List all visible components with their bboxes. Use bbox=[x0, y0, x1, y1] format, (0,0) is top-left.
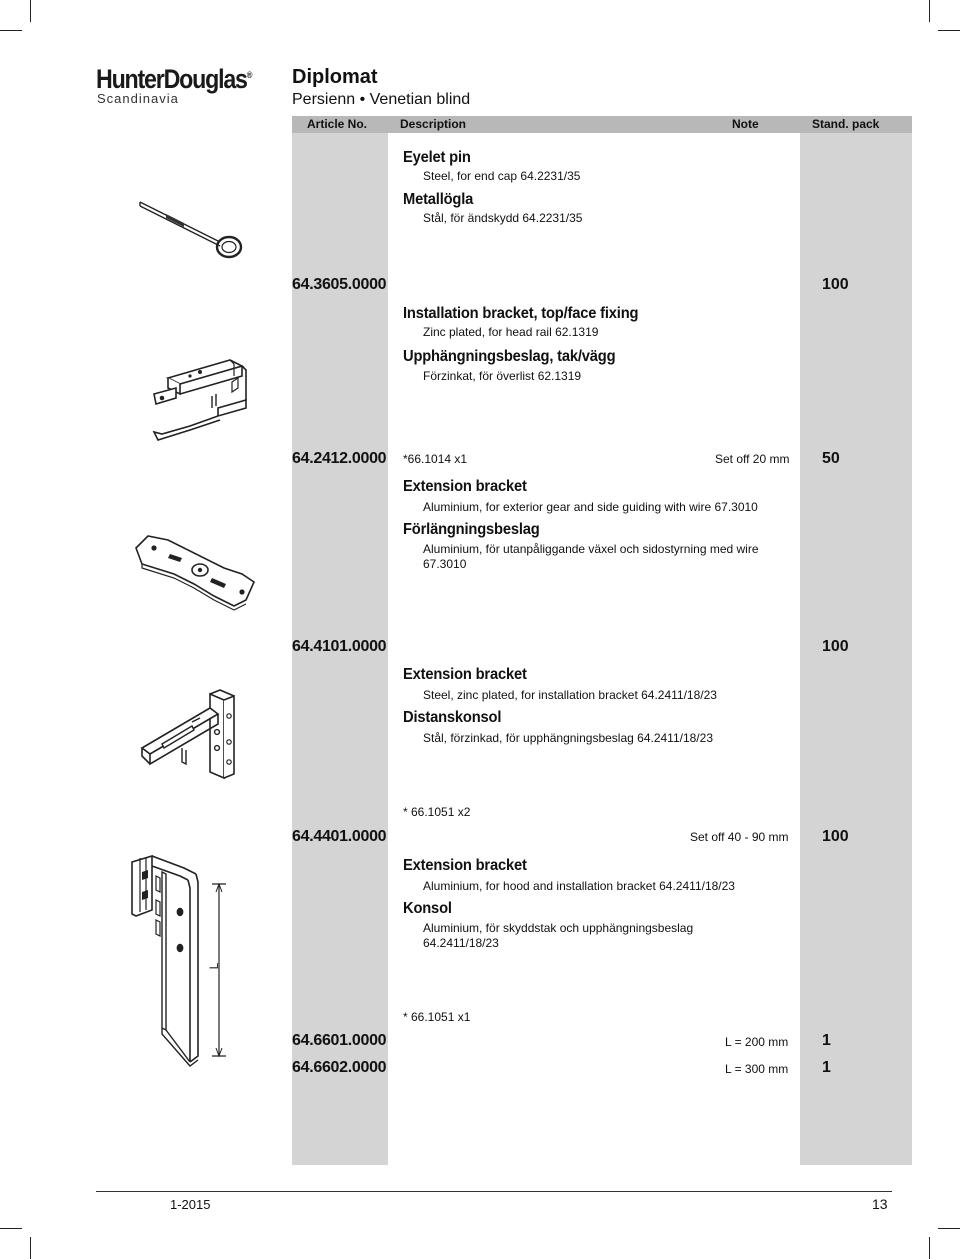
product-title-sv: Konsol bbox=[403, 900, 452, 917]
product-desc-en: Aluminium, for hood and installation bracket 64.2411/18/23 bbox=[423, 879, 735, 893]
note: Set off 40 - 90 mm bbox=[690, 830, 789, 844]
product-title-en: Extension bracket bbox=[403, 666, 527, 683]
page-title: Diplomat bbox=[292, 66, 378, 88]
brand-name: HunterDouglas bbox=[96, 64, 247, 94]
footer-rule bbox=[96, 1191, 892, 1192]
stand-pack: 1 bbox=[822, 1032, 831, 1049]
crop-mark bbox=[938, 30, 960, 31]
page-subtitle: Persienn • Venetian blind bbox=[292, 91, 471, 108]
product-desc-sv: Aluminium, för skyddstak och upphängningsbeslag 64.2411/18/23 bbox=[423, 921, 694, 950]
stand-pack: 1 bbox=[822, 1059, 831, 1076]
product-title-sv: Distanskonsol bbox=[403, 709, 502, 726]
article-number: 64.6601.0000 bbox=[292, 1032, 387, 1049]
product-desc-en: Steel, for end cap 64.2231/35 bbox=[423, 169, 581, 183]
note: L = 300 mm bbox=[725, 1062, 789, 1076]
footnote-ref: * 66.1051 x2 bbox=[403, 805, 471, 819]
column-header-article: Article No. bbox=[307, 117, 368, 131]
stand-pack: 100 bbox=[822, 276, 849, 293]
registered-mark: ® bbox=[246, 70, 253, 80]
column-header-description: Description bbox=[400, 117, 467, 131]
product-desc-sv: Förzinkat, för överlist 62.1319 bbox=[423, 369, 582, 383]
product-desc-en: Steel, zinc plated, for installation bracket 64.2411/18/23 bbox=[423, 688, 717, 702]
dimension-label: L bbox=[207, 962, 221, 970]
stand-pack: 100 bbox=[822, 828, 849, 845]
crop-mark bbox=[30, 1237, 31, 1259]
page-number: 13 bbox=[872, 1196, 888, 1212]
stand-pack: 100 bbox=[822, 638, 849, 655]
product-title-sv: Metallögla bbox=[403, 191, 474, 208]
crop-mark bbox=[0, 30, 22, 31]
product-title-sv: Förlängningsbeslag bbox=[403, 521, 540, 538]
article-number: 64.4401.0000 bbox=[292, 828, 387, 845]
column-header-note: Note bbox=[732, 117, 759, 131]
product-title-en: Installation bracket, top/face fixing bbox=[403, 305, 639, 322]
product-title-en: Extension bracket bbox=[403, 478, 527, 495]
product-desc-sv: Aluminium, för utanpåliggande växel och sidostyrning med wire 67.3010 bbox=[423, 542, 759, 571]
product-desc-en: Zinc plated, for head rail 62.1319 bbox=[423, 325, 599, 339]
angle-extension-bracket-drawing bbox=[138, 686, 248, 786]
footer-date: 1-2015 bbox=[170, 1197, 211, 1212]
crop-mark bbox=[929, 1237, 930, 1259]
crop-mark bbox=[30, 0, 31, 22]
article-number: 64.2412.0000 bbox=[292, 450, 387, 467]
installation-bracket-drawing bbox=[150, 356, 260, 446]
product-desc-en: Aluminium, for exterior gear and side guiding with wire 67.3010 bbox=[423, 500, 758, 514]
footnote-ref: *66.1014 x1 bbox=[403, 452, 468, 466]
eyelet-pin-drawing bbox=[138, 196, 248, 266]
crop-mark bbox=[929, 0, 930, 22]
article-number: 64.4101.0000 bbox=[292, 638, 387, 655]
product-desc-sv: Stål, för ändskydd 64.2231/35 bbox=[423, 211, 583, 225]
product-title-en: Eyelet pin bbox=[403, 149, 471, 166]
note: L = 200 mm bbox=[725, 1035, 789, 1049]
brand-region: Scandinavia bbox=[97, 91, 179, 106]
long-extension-bracket-drawing bbox=[122, 852, 242, 1074]
product-desc-sv: Stål, förzinkad, för upphängningsbeslag 64.2411/18/23 bbox=[423, 731, 713, 745]
article-number: 64.6602.0000 bbox=[292, 1059, 387, 1076]
pack-column-band bbox=[800, 133, 912, 1165]
column-header-pack: Stand. pack bbox=[812, 117, 880, 131]
product-title-en: Extension bracket bbox=[403, 857, 527, 874]
article-number: 64.3605.0000 bbox=[292, 276, 387, 293]
flat-extension-bracket-drawing bbox=[130, 526, 260, 612]
crop-mark bbox=[0, 1228, 22, 1229]
stand-pack: 50 bbox=[822, 450, 840, 467]
footnote-ref: * 66.1051 x1 bbox=[403, 1010, 471, 1024]
product-title-sv: Upphängningsbeslag, tak/vägg bbox=[403, 348, 616, 365]
note: Set off 20 mm bbox=[715, 452, 790, 466]
crop-mark bbox=[938, 1228, 960, 1229]
